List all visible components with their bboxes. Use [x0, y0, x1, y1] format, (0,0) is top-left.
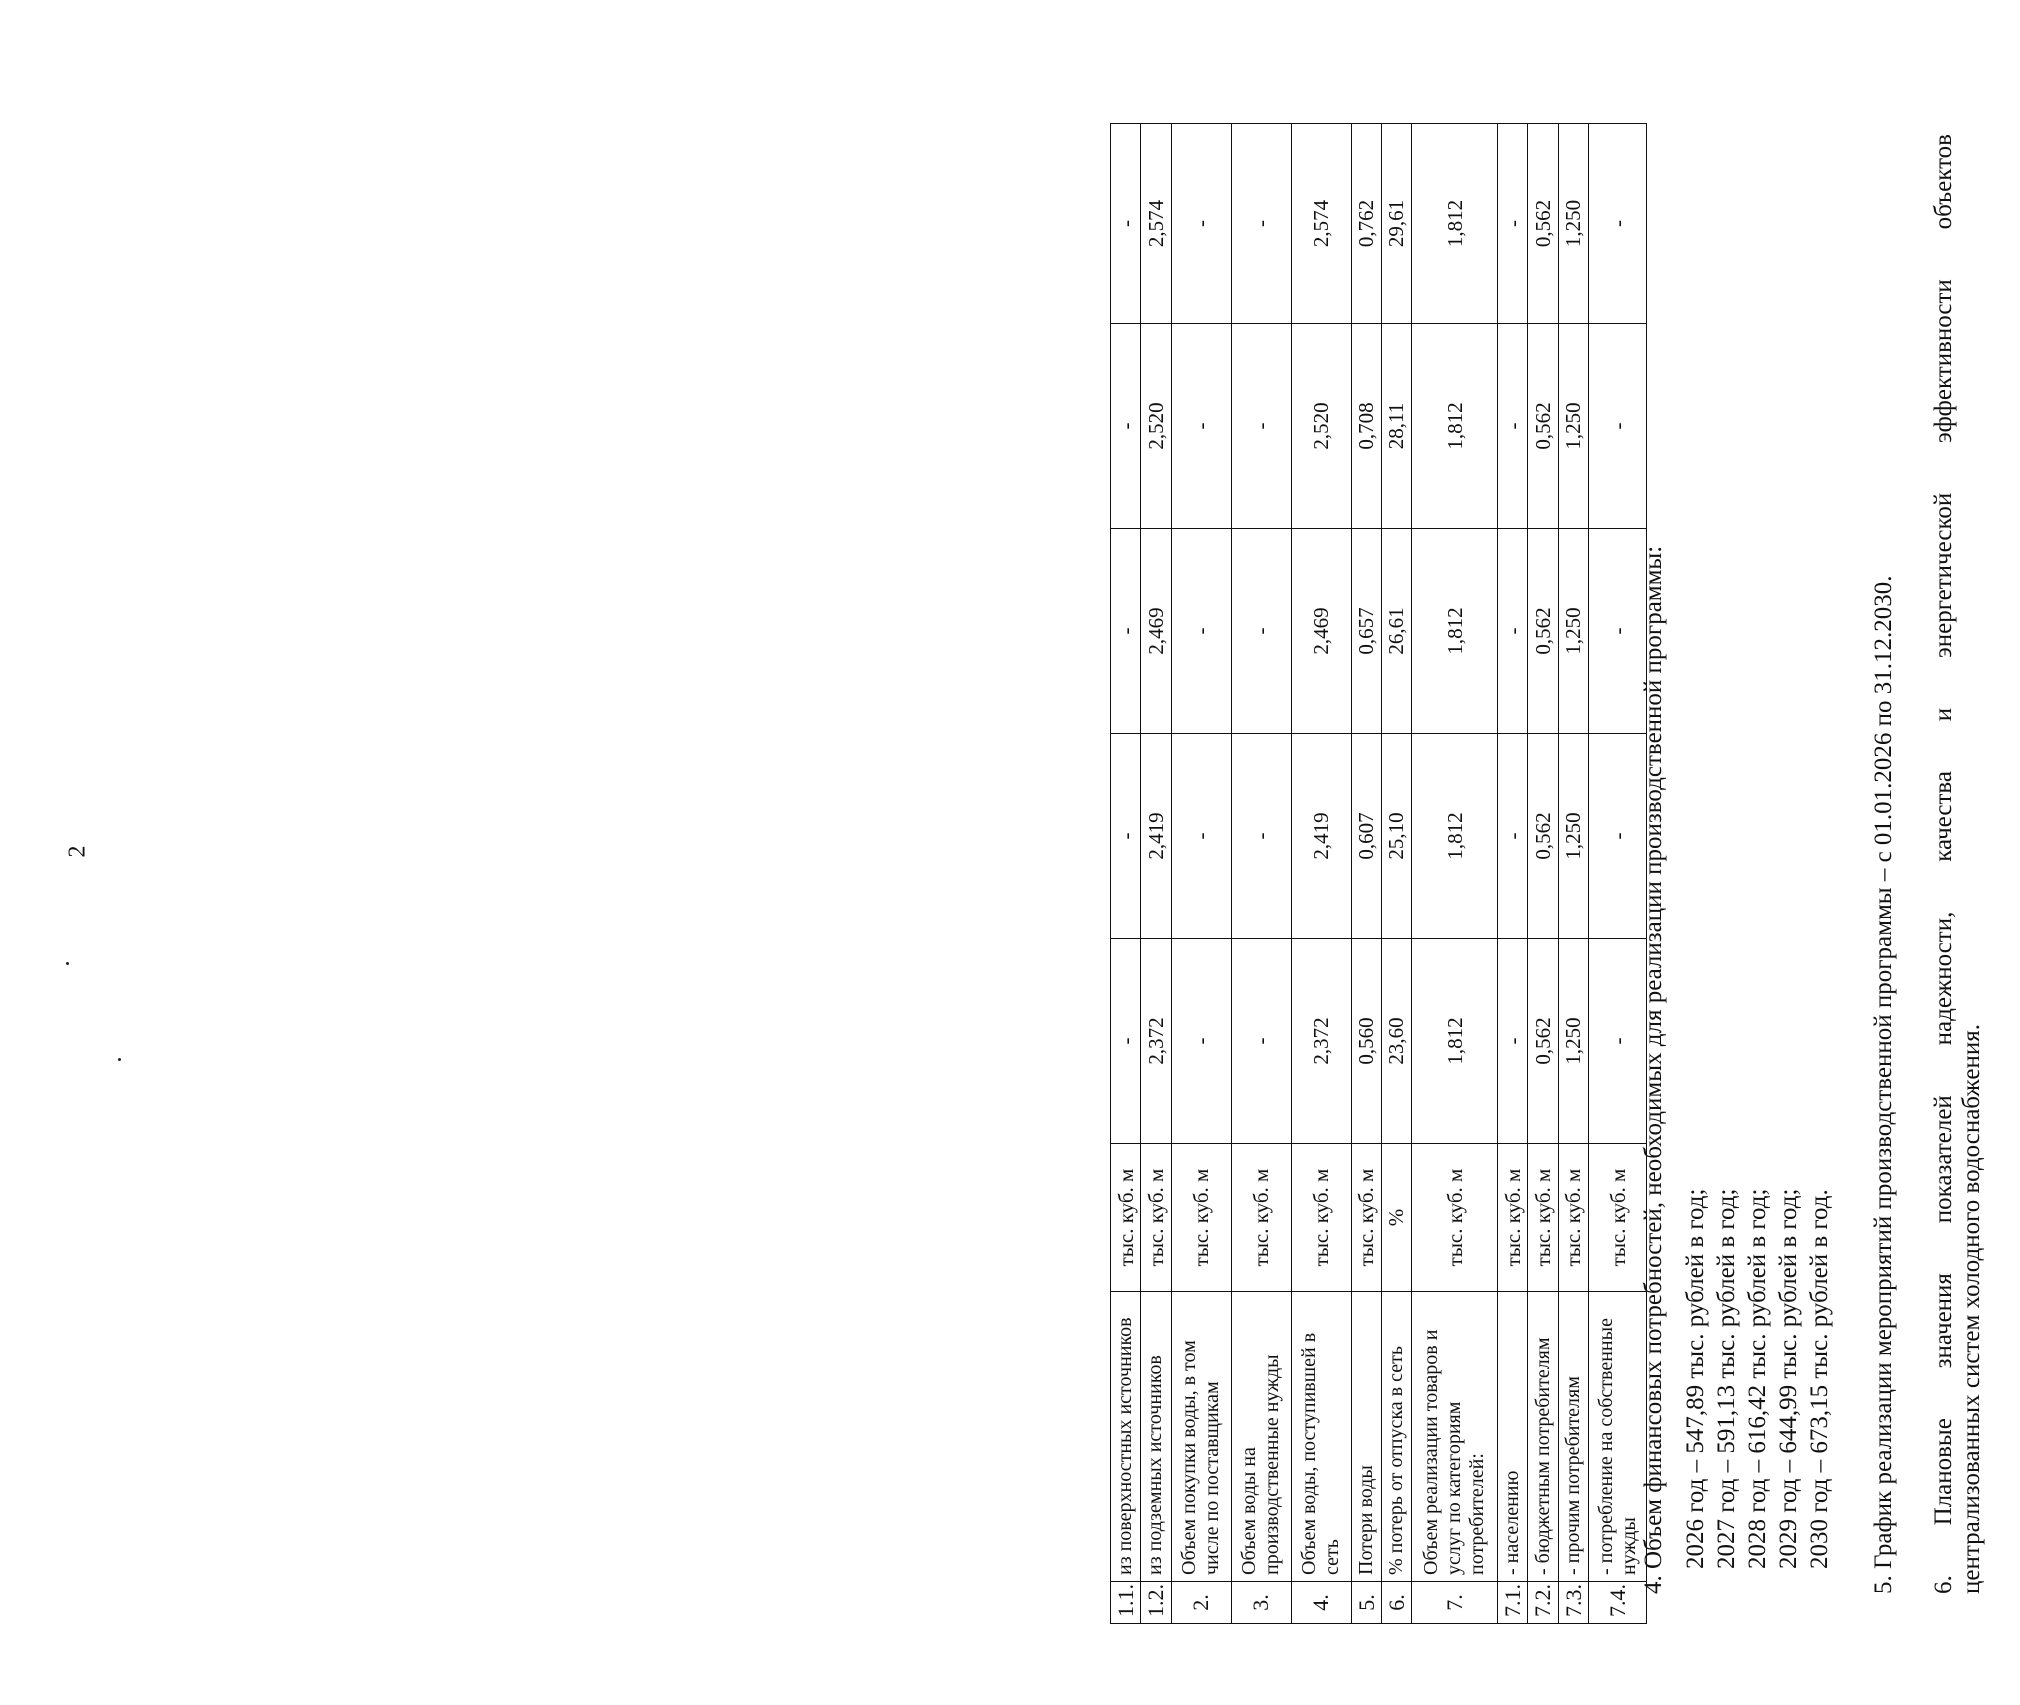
value-cell: 1,812 [1412, 529, 1498, 734]
value-cell: 1,250 [1558, 529, 1588, 734]
value-cell: 2,419 [1141, 734, 1171, 939]
page-number: 2 [64, 845, 91, 858]
row-number: 7.2. [1528, 1582, 1558, 1624]
scan-speck [66, 962, 69, 965]
value-cell: 26,61 [1381, 529, 1411, 734]
value-cell: - [1498, 734, 1528, 939]
row-label: Объем покупки воды, в том числе по поставщикам [1171, 1292, 1231, 1582]
value-cell: 2,520 [1141, 324, 1171, 529]
table-row [1528, 124, 1558, 1624]
row-number: 3. [1231, 1582, 1291, 1624]
table-row [1498, 124, 1528, 1624]
value-cell: 2,372 [1291, 939, 1351, 1144]
value-cell: - [1111, 529, 1141, 734]
row-unit: тыс. куб. м [1498, 1144, 1528, 1292]
value-cell: - [1171, 124, 1231, 324]
value-cell: 1,250 [1558, 734, 1588, 939]
value-cell: 1,250 [1558, 324, 1588, 529]
value-cell: 1,812 [1412, 124, 1498, 324]
value-cell: - [1498, 124, 1528, 324]
table-row [1141, 124, 1171, 1624]
value-cell: 1,812 [1412, 939, 1498, 1144]
value-cell: - [1589, 734, 1647, 939]
value-cell: - [1231, 734, 1291, 939]
value-cell: - [1171, 939, 1231, 1144]
value-cell: - [1231, 939, 1291, 1144]
row-number: 7.3. [1558, 1582, 1588, 1624]
value-cell: 23,60 [1381, 939, 1411, 1144]
value-cell: 0,562 [1528, 734, 1558, 939]
value-cell: 28,11 [1381, 324, 1411, 529]
value-cell: 0,708 [1351, 324, 1381, 529]
list-item: 2029 год – 644,99 тыс. рублей в год; [1775, 1188, 1802, 1569]
list-item: 2026 год – 547,89 тыс. рублей в год; [1682, 1188, 1709, 1569]
value-cell: - [1498, 529, 1528, 734]
row-number: 4. [1291, 1582, 1351, 1624]
table-row [1558, 124, 1588, 1624]
row-number: 6. [1381, 1582, 1411, 1624]
row-label: Объем воды, поступившей в сеть [1291, 1292, 1351, 1582]
value-cell: - [1589, 529, 1647, 734]
row-unit: тыс. куб. м [1111, 1144, 1141, 1292]
value-cell: 1,812 [1412, 734, 1498, 939]
value-cell: - [1171, 324, 1231, 529]
rotated-page-content [1080, 104, 2020, 1664]
value-cell: 2,520 [1291, 324, 1351, 529]
production-program-table [1110, 123, 1647, 1624]
value-cell: - [1111, 734, 1141, 939]
financial-needs-list [1680, 1189, 1835, 1569]
value-cell: 2,469 [1291, 529, 1351, 734]
row-number: 5. [1351, 1582, 1381, 1624]
row-number: 2. [1171, 1582, 1231, 1624]
value-cell: - [1589, 939, 1647, 1144]
section-5-text: 5. График реализации мероприятий производственной программы – с 01.01.2026 по 31.12.2030. [1870, 575, 1897, 1594]
row-unit: % [1381, 1144, 1411, 1292]
row-number: 7.4. [1589, 1582, 1647, 1624]
table-row [1589, 124, 1647, 1624]
section-6-line-1: 6. Плановые значения показателей надежности, качества и энергетической эффективности объектов [1930, 134, 1957, 1594]
section-4-title: 4. Объем финансовых потребностей, необходимых для реализации производственной программы: [1640, 545, 1667, 1594]
table-row [1171, 124, 1231, 1624]
value-cell: 0,762 [1351, 124, 1381, 324]
value-cell: - [1589, 124, 1647, 324]
value-cell: - [1111, 124, 1141, 324]
list-item: 2030 год – 673,15 тыс. рублей в год. [1806, 1189, 1833, 1569]
row-label: из поверхностных источников [1111, 1292, 1141, 1582]
value-cell: 2,574 [1291, 124, 1351, 324]
value-cell: 1,812 [1412, 324, 1498, 529]
row-label: - бюджетным потребителям [1528, 1292, 1558, 1582]
row-label: из подземных источников [1141, 1292, 1171, 1582]
table-row [1381, 124, 1411, 1624]
table-row [1231, 124, 1291, 1624]
value-cell: 0,657 [1351, 529, 1381, 734]
list-item: 2028 год – 616,42 тыс. рублей в год; [1744, 1188, 1771, 1569]
value-cell: 1,250 [1558, 939, 1588, 1144]
row-unit: тыс. куб. м [1589, 1144, 1647, 1292]
value-cell: 0,562 [1528, 324, 1558, 529]
row-label: Объем реализации товаров и услуг по категориям потребителей: [1412, 1292, 1498, 1582]
value-cell: 0,562 [1528, 124, 1558, 324]
value-cell: 0,562 [1528, 939, 1558, 1144]
table-row [1111, 124, 1141, 1624]
row-label: Потери воды [1351, 1292, 1381, 1582]
list-item: 2027 год – 591,13 тыс. рублей в год; [1713, 1188, 1740, 1569]
value-cell: 2,469 [1141, 529, 1171, 734]
row-unit: тыс. куб. м [1141, 1144, 1171, 1292]
table-row [1412, 124, 1498, 1624]
row-number: 1.2. [1141, 1582, 1171, 1624]
value-cell: 1,250 [1558, 124, 1588, 324]
row-label: Объем воды на производственные нужды [1231, 1292, 1291, 1582]
value-cell: 2,574 [1141, 124, 1171, 324]
row-unit: тыс. куб. м [1528, 1144, 1558, 1292]
value-cell: 25,10 [1381, 734, 1411, 939]
value-cell: - [1231, 529, 1291, 734]
table-row [1351, 124, 1381, 1624]
value-cell: 29,61 [1381, 124, 1411, 324]
value-cell: 0,607 [1351, 734, 1381, 939]
row-label: - прочим потребителям [1558, 1292, 1588, 1582]
value-cell: - [1111, 324, 1141, 529]
scan-speck [118, 1058, 121, 1061]
table-row [1291, 124, 1351, 1624]
value-cell: - [1589, 324, 1647, 529]
value-cell: - [1498, 939, 1528, 1144]
value-cell: - [1171, 529, 1231, 734]
row-number: 1.1. [1111, 1582, 1141, 1624]
section-6-line-2: централизованных систем холодного водоснабжения. [1958, 1024, 1985, 1594]
row-label: % потерь от отпуска в сеть [1381, 1292, 1411, 1582]
value-cell: - [1231, 324, 1291, 529]
row-unit: тыс. куб. м [1171, 1144, 1231, 1292]
row-unit: тыс. куб. м [1291, 1144, 1351, 1292]
value-cell: 2,419 [1291, 734, 1351, 939]
value-cell: - [1111, 939, 1141, 1144]
row-label: - потребление на собственные нужды [1589, 1292, 1647, 1582]
value-cell: 2,372 [1141, 939, 1171, 1144]
row-unit: тыс. куб. м [1231, 1144, 1291, 1292]
row-number: 7.1. [1498, 1582, 1528, 1624]
row-unit: тыс. куб. м [1558, 1144, 1588, 1292]
value-cell: - [1498, 324, 1528, 529]
value-cell: - [1171, 734, 1231, 939]
value-cell: - [1231, 124, 1291, 324]
value-cell: 0,562 [1528, 529, 1558, 734]
value-cell: 0,560 [1351, 939, 1381, 1144]
row-label: - населению [1498, 1292, 1528, 1582]
row-unit: тыс. куб. м [1412, 1144, 1498, 1292]
row-number: 7. [1412, 1582, 1498, 1624]
row-unit: тыс. куб. м [1351, 1144, 1381, 1292]
